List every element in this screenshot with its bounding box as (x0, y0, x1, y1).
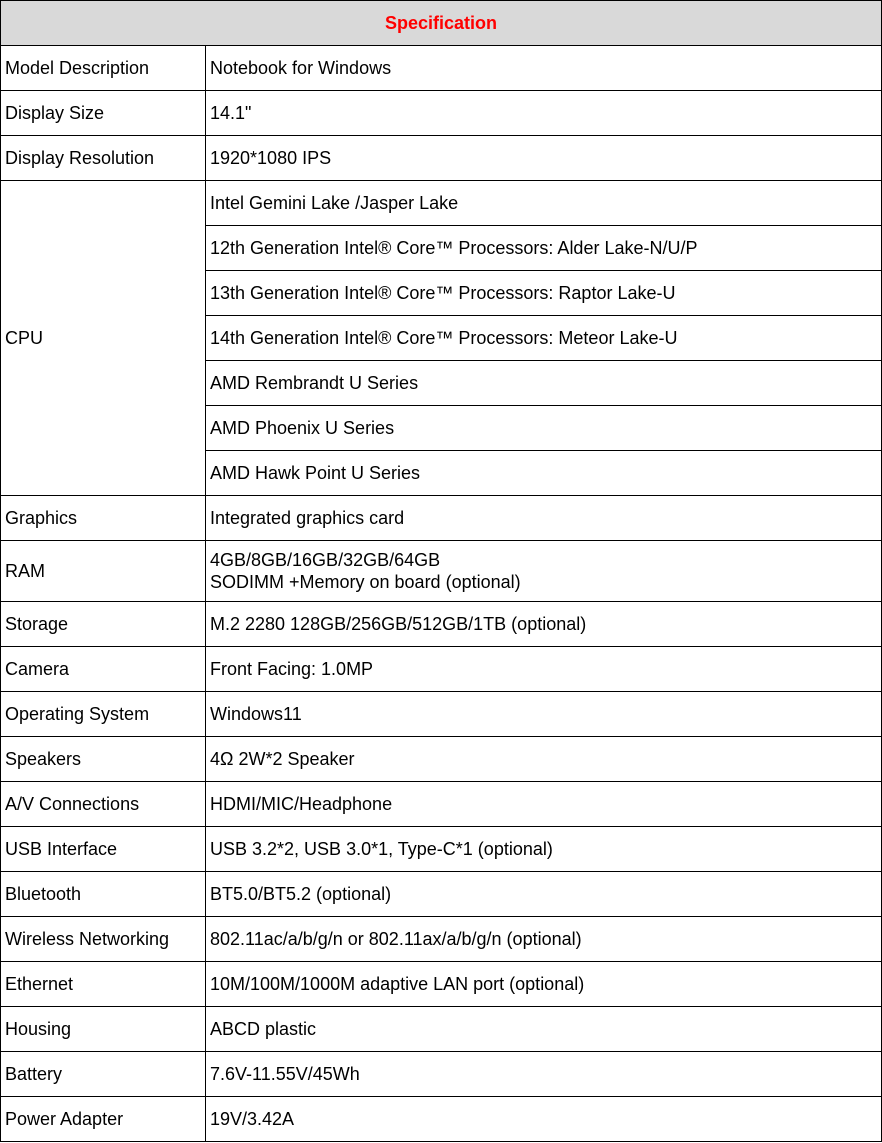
table-row (1, 1007, 882, 1052)
spec-label: Housing (1, 1007, 206, 1052)
spec-value: HDMI/MIC/Headphone (206, 782, 882, 827)
table-row (1, 692, 882, 737)
spec-value: ABCD plastic (206, 1007, 882, 1052)
spec-value: 4Ω 2W*2 Speaker (206, 737, 882, 782)
spec-value: Windows11 (206, 692, 882, 737)
spec-value: 1920*1080 IPS (206, 136, 882, 181)
spec-value: AMD Rembrandt U Series (206, 361, 882, 406)
spec-value-line: SODIMM +Memory on board (optional) (210, 572, 521, 592)
spec-value: Integrated graphics card (206, 496, 882, 541)
spec-label: USB Interface (1, 827, 206, 872)
table-row (1, 647, 882, 692)
spec-value: M.2 2280 128GB/256GB/512GB/1TB (optional) (206, 602, 882, 647)
spec-label: Display Size (1, 91, 206, 136)
table-row (1, 1052, 882, 1097)
spec-label: Bluetooth (1, 872, 206, 917)
table-row (1, 602, 882, 647)
table-row (1, 496, 882, 541)
spec-value: AMD Phoenix U Series (206, 406, 882, 451)
table-row (1, 872, 882, 917)
spec-label: Speakers (1, 737, 206, 782)
spec-label: A/V Connections (1, 782, 206, 827)
spec-label: CPU (1, 181, 206, 496)
table-row (1, 91, 882, 136)
table-row (1, 46, 882, 91)
spec-value: 14.1" (206, 91, 882, 136)
spec-value: Notebook for Windows (206, 46, 882, 91)
spec-label: Power Adapter (1, 1097, 206, 1142)
spec-value: 10M/100M/1000M adaptive LAN port (optional) (206, 962, 882, 1007)
spec-value: Intel Gemini Lake /Jasper Lake (206, 181, 882, 226)
table-row (1, 737, 882, 782)
spec-value: Front Facing: 1.0MP (206, 647, 882, 692)
spec-value: 13th Generation Intel® Core™ Processors: Raptor Lake-U (206, 271, 882, 316)
spec-value-line: 4GB/8GB/16GB/32GB/64GB (210, 550, 441, 570)
table-header-row (1, 1, 882, 46)
table-row (1, 1097, 882, 1142)
spec-label: Model Description (1, 46, 206, 91)
table-row (1, 917, 882, 962)
spec-value: 12th Generation Intel® Core™ Processors: Alder Lake-N/U/P (206, 226, 882, 271)
spec-label: Storage (1, 602, 206, 647)
spec-value: AMD Hawk Point U Series (206, 451, 882, 496)
spec-value (206, 541, 882, 602)
table-row (1, 782, 882, 827)
table-row (1, 181, 882, 226)
spec-label: Battery (1, 1052, 206, 1097)
spec-value: 19V/3.42A (206, 1097, 882, 1142)
table-row (1, 541, 882, 602)
table-row (1, 962, 882, 1007)
spec-label: Operating System (1, 692, 206, 737)
spec-label: RAM (1, 541, 206, 602)
spec-value: USB 3.2*2, USB 3.0*1, Type-C*1 (optional) (206, 827, 882, 872)
table-row (1, 136, 882, 181)
spec-value: 802.11ac/a/b/g/n or 802.11ax/a/b/g/n (optional) (206, 917, 882, 962)
spec-label: Display Resolution (1, 136, 206, 181)
spec-value: 14th Generation Intel® Core™ Processors: Meteor Lake-U (206, 316, 882, 361)
spec-label: Graphics (1, 496, 206, 541)
spec-value: 7.6V-11.55V/45Wh (206, 1052, 882, 1097)
table-title: Specification (1, 1, 882, 46)
table-row (1, 827, 882, 872)
spec-label: Ethernet (1, 962, 206, 1007)
spec-label: Camera (1, 647, 206, 692)
spec-value: BT5.0/BT5.2 (optional) (206, 872, 882, 917)
spec-label: Wireless Networking (1, 917, 206, 962)
